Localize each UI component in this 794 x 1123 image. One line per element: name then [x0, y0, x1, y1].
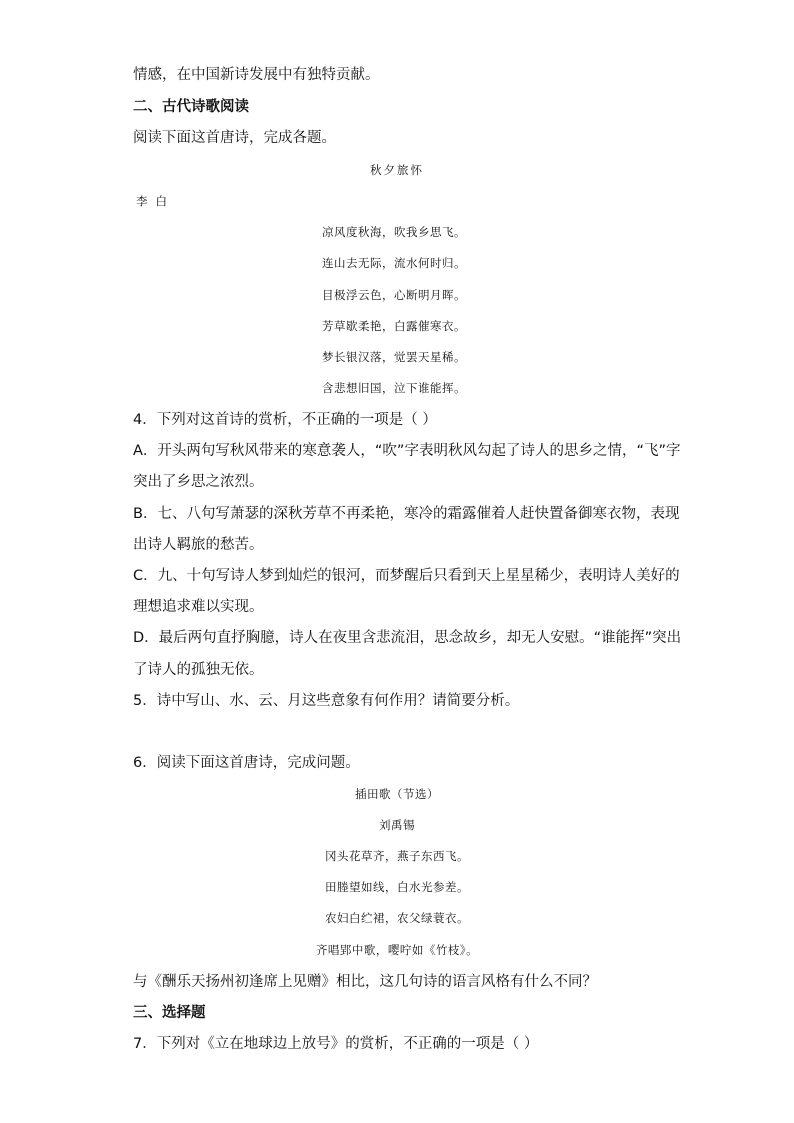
section2-heading: 二、古代诗歌阅读 [133, 99, 249, 115]
poem1-line-2: 连山去无际，流水何时归。 [322, 256, 466, 270]
poem1-title: 秋夕旅怀 [370, 163, 424, 177]
poem2-author: 刘禹锡 [379, 818, 415, 832]
poem1-author: 李白 [136, 194, 175, 208]
poem1-line-4: 芳草歇柔艳，白露催寒衣。 [322, 319, 466, 333]
q4-option-b-line2: 出诗人羁旅的愁苦。 [133, 537, 264, 553]
poem1-line-1: 凉风度秋海，吹我乡思飞。 [322, 225, 466, 239]
q6-stem: 6．阅读下面这首唐诗，完成问题。 [133, 755, 360, 771]
q4-option-a-line1: A．开头两句写秋风带来的寒意袭人，“吹”字表明秋风勾起了诗人的思乡之情，“飞”字 [133, 443, 681, 459]
poem1-line-3: 目极浮云色，心断明月晖。 [322, 288, 466, 302]
q4-option-d-line2: 了诗人的孤独无依。 [133, 662, 264, 678]
poem2-title: 插田歌（节选） [355, 787, 439, 801]
q4-option-c-line2: 理想追求难以实现。 [133, 599, 264, 615]
poem2-line-4: 齐唱郢中歌，嘤咛如《竹枝》。 [315, 943, 479, 957]
intro-tail: 情感，在中国新诗发展中有独特贡献。 [133, 67, 380, 83]
poem2-line-3: 农妇白纻裙，农父绿蓑衣。 [325, 911, 469, 925]
q4-option-d-line1: D．最后两句直抒胸臆，诗人在夜里含悲流泪，思念故乡，却无人安慰。“谁能挥”突出 [133, 630, 682, 646]
q7-stem: 7．下列对《立在地球边上放号》的赏析，不正确的一项是（ ） [133, 1036, 539, 1052]
q4-stem: 4．下列对这首诗的赏析，不正确的一项是（ ） [133, 412, 437, 428]
poem2-line-1: 冈头花草齐，燕子东西飞。 [325, 849, 469, 863]
section3-heading: 三、选择题 [133, 1005, 206, 1021]
q6-question: 与《酬乐天扬州初逢席上见赠》相比，这几句诗的语言风格有什么不同？ [133, 974, 597, 990]
poem2-line-2: 田塍望如线，白水光参差。 [325, 880, 469, 894]
q4-option-b-line1: B．七、八句写萧瑟的深秋芳草不再柔艳，寒冷的霜露催着人赶快置备御寒衣物，表现 [133, 506, 680, 522]
poem1-line-5: 梦长银汉落，觉罢天星稀。 [322, 350, 466, 364]
section2-instruction: 阅读下面这首唐诗，完成各题。 [133, 130, 336, 146]
poem1-line-6: 含悲想旧国，泣下谁能挥。 [322, 381, 466, 395]
q4-option-a-line2: 突出了乡思之浓烈。 [133, 474, 264, 490]
q4-option-c-line1: C．九、十句写诗人梦到灿烂的银河，而梦醒后只看到天上星星稀少，表明诗人美好的 [133, 568, 680, 584]
q5-stem: 5．诗中写山、水、云、月这些意象有何作用？请简要分析。 [133, 693, 520, 709]
